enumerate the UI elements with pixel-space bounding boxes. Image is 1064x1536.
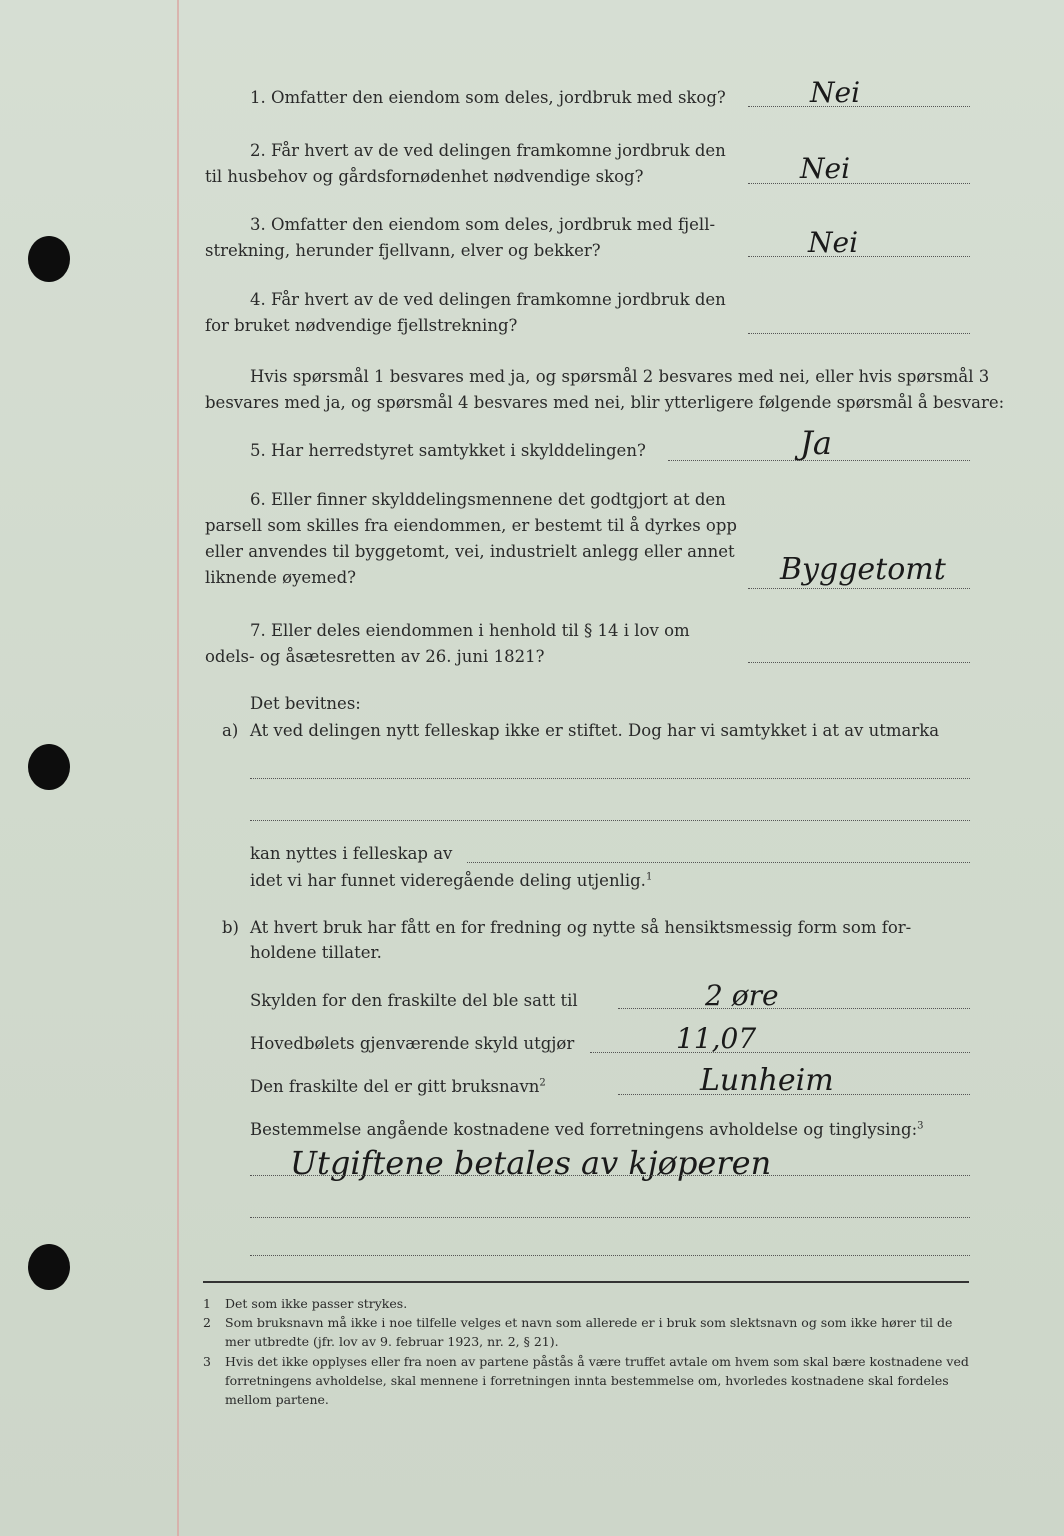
question-1: [250, 88, 726, 107]
question-text: Eller finner skylddelingsmennene det godtgjort at den: [271, 490, 726, 509]
question-4-cont: for bruket nødvendige fjellstrekning?: [205, 316, 518, 335]
question-text: Omfatter den eiendom som deles, jordbruk med skog?: [271, 88, 726, 107]
hoved-label: Hovedbølets gjenværende skyld utgjør: [250, 1034, 575, 1053]
answer-line: [748, 588, 970, 589]
answer-line: [748, 256, 970, 257]
answer-handwritten: Ja: [800, 424, 832, 462]
question-6-cont: parsell som skilles fra eiendommen, er bestemt til å dyrkes opp: [205, 516, 737, 535]
question-number: 4.: [250, 290, 266, 309]
navn-label: [250, 1077, 546, 1096]
question-number: 3.: [250, 215, 266, 234]
item-a-text: At ved delingen nytt felleskap ikke er stiftet. Dog har vi samtykket i at av utmarka: [250, 721, 940, 740]
fill-line: [250, 1255, 970, 1256]
question-number: 2.: [250, 141, 266, 160]
question-7: [250, 621, 690, 640]
punch-hole: [28, 236, 70, 282]
fill-line: [467, 862, 970, 863]
answer-handwritten: Nei: [810, 76, 861, 109]
item-label-a: a): [222, 721, 239, 740]
footnote: [203, 1294, 973, 1314]
skyld-label: Skylden for den fraskilte del ble satt til: [250, 991, 578, 1010]
answer-handwritten: Byggetomt: [780, 552, 946, 587]
condition-line: Hvis spørsmål 1 besvares med ja, og spørsmål 2 besvares med nei, eller hvis spørsmål 3: [250, 367, 990, 386]
question-3: [250, 215, 715, 234]
question-5: [250, 441, 646, 460]
answer-handwritten: Nei: [800, 152, 851, 185]
footnote-text: Som bruksnavn må ikke i noe tilfelle velges et navn som allerede er i bruk som slektsnavn og som ikke hører til de mer utbredte (jfr. lov av 9. februar 1923, nr. 2, § 21).: [225, 1315, 953, 1349]
hoved-value-handwritten: 11,07: [676, 1022, 757, 1055]
fill-line: [618, 1008, 970, 1009]
fill-line: [590, 1052, 970, 1053]
footnote-number: 3: [203, 1354, 211, 1369]
item-a-idet-text: idet vi har funnet videregående deling utjenlig.: [250, 871, 646, 890]
skyld-value-handwritten: 2 øre: [705, 979, 779, 1012]
fill-line: [250, 778, 970, 779]
footnote-ref: 3: [917, 1120, 924, 1132]
footnote-text: Hvis det ikke opplyses eller fra noen av partene påstås å være truffet avtale om hvem som skal bære kostnadene ved forretningens avholdelse, skal mennene i forretningen innta bestemmelse om, hvorledes kostnadene skal fordeles mellom partene.: [225, 1354, 969, 1407]
question-number: 7.: [250, 621, 266, 640]
question-6-cont: liknende øyemed?: [205, 568, 356, 587]
punch-hole: [28, 1244, 70, 1290]
section-heading: Det bevitnes:: [250, 694, 361, 713]
fill-line: [250, 1217, 970, 1218]
navn-value-handwritten: Lunheim: [700, 1063, 834, 1098]
bestemmelse-label-text: Bestemmelse angående kostnadene ved forretningens avholdelse og tinglysing:: [250, 1120, 918, 1139]
question-2: [250, 141, 726, 160]
question-text: Har herredstyret samtykket i skylddelingen?: [271, 441, 646, 460]
bestemmelse-label: [250, 1120, 924, 1139]
item-a-kan: kan nyttes i felleskap av: [250, 844, 453, 863]
item-b-text: At hvert bruk har fått en for fredning og nytte så hensiktsmessig form som for-: [250, 918, 912, 937]
item-b-text-cont: holdene tillater.: [250, 943, 382, 962]
answer-line: [748, 662, 970, 663]
footnote-number: 1: [203, 1296, 211, 1311]
question-6: [250, 490, 726, 509]
question-number: 1.: [250, 88, 266, 107]
footnote-ref: 1: [645, 871, 653, 883]
footnote-number: 2: [203, 1315, 211, 1330]
question-text: Får hvert av de ved delingen framkomne jordbruk den: [271, 290, 726, 309]
navn-label-text: Den fraskilte del er gitt bruksnavn: [250, 1077, 540, 1096]
footnote-separator: [203, 1281, 969, 1283]
fill-line: [250, 1175, 970, 1176]
punch-hole: [28, 744, 70, 790]
answer-line: [748, 183, 970, 184]
question-number: 5.: [250, 441, 266, 460]
footnote: [203, 1352, 973, 1412]
bestemmelse-value-handwritten: Utgiftene betales av kjøperen: [290, 1144, 772, 1182]
question-text: Eller deles eiendommen i henhold til § 14 i lov om: [271, 621, 690, 640]
answer-line: [748, 333, 970, 334]
question-6-cont: eller anvendes til byggetomt, vei, industrielt anlegg eller annet: [205, 542, 735, 561]
question-4: [250, 290, 726, 309]
footnote: [203, 1313, 973, 1353]
answer-handwritten: Nei: [808, 226, 859, 259]
fill-line: [250, 820, 970, 821]
question-3-cont: strekning, herunder fjellvann, elver og bekker?: [205, 241, 601, 260]
condition-line: besvares med ja, og spørsmål 4 besvares med nei, blir ytterligere følgende spørsmål å besvare:: [205, 393, 1005, 412]
question-number: 6.: [250, 490, 266, 509]
margin-line: [177, 0, 179, 1536]
question-7-cont: odels- og åsætesretten av 26. juni 1821?: [205, 647, 545, 666]
question-2-cont: til husbehov og gårdsfornødenhet nødvendige skog?: [205, 167, 644, 186]
footnote-text: Det som ikke passer strykes.: [225, 1296, 408, 1311]
question-text: Får hvert av de ved delingen framkomne jordbruk den: [271, 141, 726, 160]
question-text: Omfatter den eiendom som deles, jordbruk med fjell-: [271, 215, 716, 234]
item-a-idet: [250, 871, 652, 890]
item-label-b: b): [222, 918, 239, 937]
footnote-ref: 2: [539, 1077, 546, 1089]
